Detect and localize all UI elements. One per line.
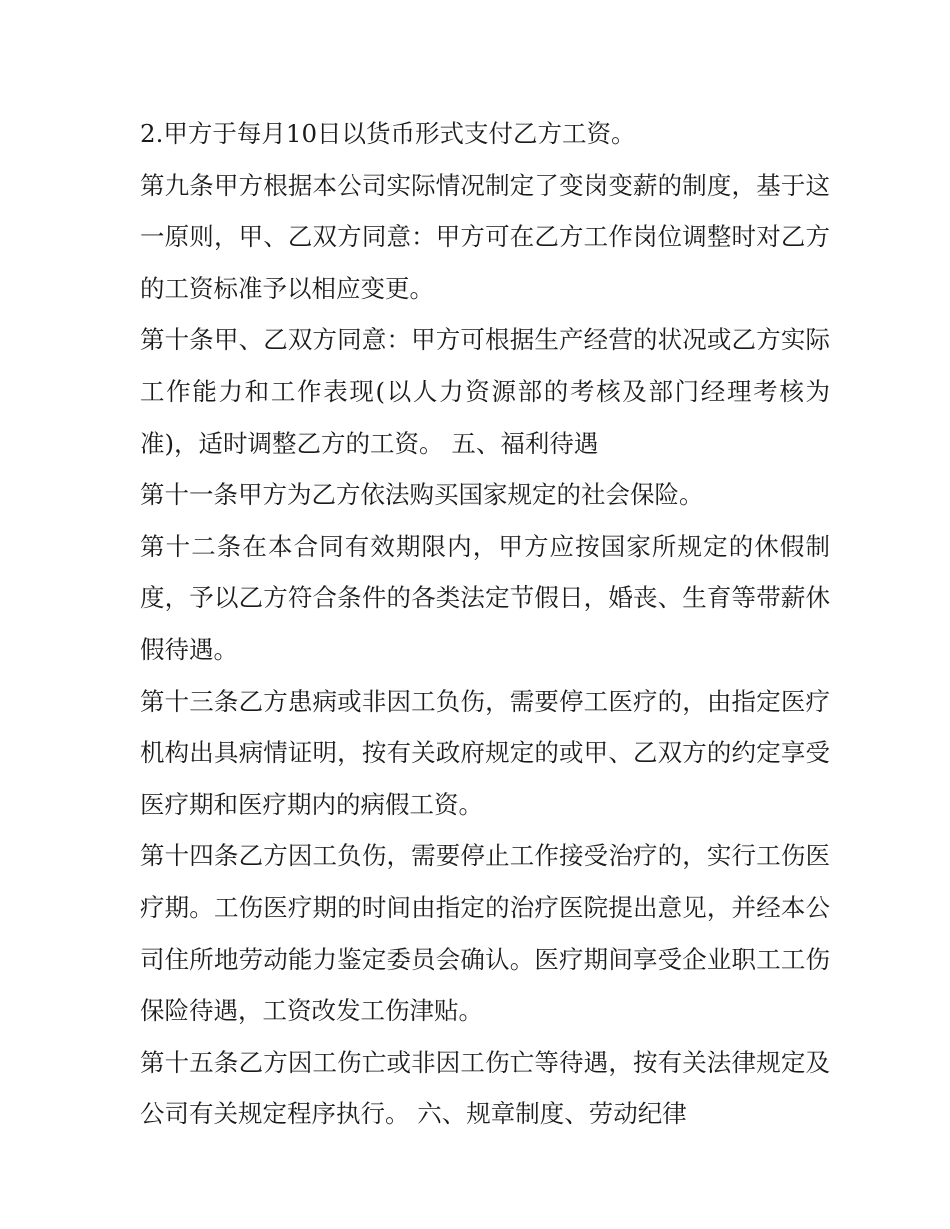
paragraph-article-15: 第十五条乙方因工伤亡或非因工伤亡等待遇，按有关法律规定及公司有关规定程序执行。 六、规章制度、劳动纪律 [140,1047,830,1129]
paragraph-article-13: 第十三条乙方患病或非因工负伤，需要停工医疗的，由指定医疗机构出具病情证明，按有关政府规定的或甲、乙双方的约定享受医疗期和医疗期内的病假工资。 [140,686,830,819]
paragraph-article-9: 第九条甲方根据本公司实际情况制定了变岗变薪的制度，基于这一原则，甲、乙双方同意：甲方可在乙方工作岗位调整时对乙方的工资标准予以相应变更。 [140,170,830,303]
paragraph-salary-payment: 2.甲方于每月10日以货币形式支付乙方工资。 [140,119,636,148]
paragraph-article-11: 第十一条甲方为乙方依法购买国家规定的社会保险。 [140,480,704,510]
paragraph-article-12: 第十二条在本合同有效期限内，甲方应按国家所规定的休假制度，予以乙方符合条件的各类法定节假日，婚丧、生育等带薪休假待遇。 [140,531,830,664]
paragraph-article-14: 第十四条乙方因工负伤，需要停止工作接受治疗的，实行工伤医疗期。工伤医疗期的时间由指定的治疗医院提出意见，并经本公司住所地劳动能力鉴定委员会确认。医疗期间享受企业职工工伤保险待遇，工资改发工伤津贴。 [140,841,830,1026]
paragraph-article-10: 第十条甲、乙双方同意：甲方可根据生产经营的状况或乙方实际工作能力和工作表现(以人力资源部的考核及部门经理考核为准)，适时调整乙方的工资。 五、福利待遇 [140,325,830,458]
document-body [140,108,830,1140]
